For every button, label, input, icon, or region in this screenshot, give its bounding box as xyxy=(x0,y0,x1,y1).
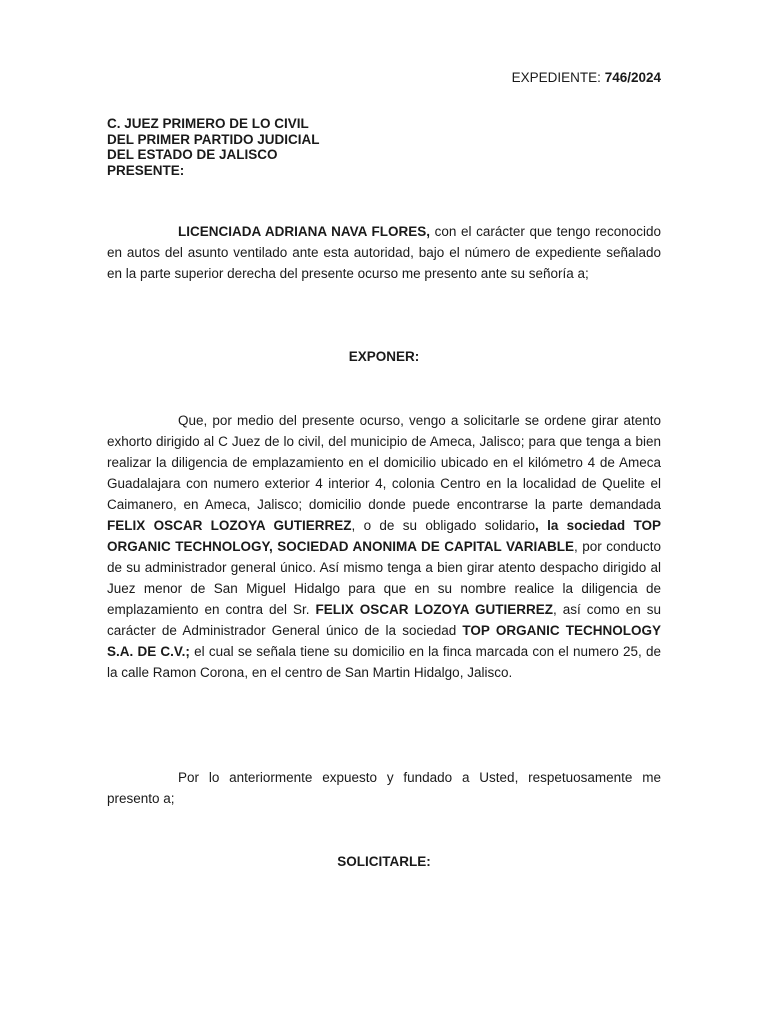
expediente-label: EXPEDIENTE: xyxy=(511,70,605,85)
company-name-2: TOP ORGANIC TECHNOLOGY S.A. DE C.V.; xyxy=(107,623,661,659)
addressee-line-4: PRESENTE: xyxy=(107,162,185,178)
body-text-4: , así como en su carácter de Administrador General único de la sociedad xyxy=(107,602,661,638)
body-paragraph xyxy=(107,410,661,683)
body-text-5: el cual se señala tiene su domicilio en la finca marcada con el numero 25, de la calle Ramon Corona, en el centro de San Martin Hidalgo, Jalisco. xyxy=(107,644,661,680)
company-name-1: , la sociedad TOP ORGANIC TECHNOLOGY, SOCIEDAD ANONIMA DE CAPITAL VARIABLE xyxy=(107,518,662,554)
body-text-2: , o de su obligado solidario xyxy=(351,518,535,533)
defendant-name-1: FELIX OSCAR LOZOYA GUTIERREZ xyxy=(107,518,352,533)
addressee-line-2: DEL PRIMER PARTIDO JUDICIAL xyxy=(107,131,320,147)
intro-text: con el carácter que tengo reconocido en autos del asunto ventilado ante esta autoridad, bajo el número de expediente señalado en la parte superior derecha del presente ocurso me presento ante su señoría a; xyxy=(107,224,661,281)
body-text-1: Que, por medio del presente ocurso, vengo a solicitarle se ordene girar atento exhorto dirigido al C Juez de lo civil, del municipio de Ameca, Jalisco; para que tenga a bien realizar la diligencia de emplazamiento en el domicilio ubicado en el kilómetro 4 de Ameca Guadalajara con numero exterior 4 interior 4, colonia Centro en la localidad de Quelite el Caimanero, en Ameca, Jalisco; domicilio donde puede encontrarse la parte demandada xyxy=(107,413,661,512)
defendant-name-2: FELIX OSCAR LOZOYA GUTIERREZ xyxy=(315,602,553,617)
body-text-3: , por conducto de su administrador general único. Así mismo tenga a bien girar atento despacho dirigido al Juez menor de San Miguel Hidalgo para que en su nombre realice la diligencia de emplazamiento en contra del Sr. xyxy=(107,539,662,617)
addressee-block xyxy=(107,116,320,178)
heading-solicitarle: SOLICITARLE: xyxy=(337,854,431,869)
heading-exponer: EXPONER: xyxy=(348,349,420,364)
addressee-line-3: DEL ESTADO DE JALISCO xyxy=(107,147,278,162)
intro-paragraph xyxy=(107,221,661,284)
closing-paragraph: Por lo anteriormente expuesto y fundado a Usted, respetuosamente me presento a; xyxy=(107,770,661,806)
expediente-line xyxy=(512,70,661,85)
addressee-line-1: C. JUEZ PRIMERO DE LO CIVIL xyxy=(107,116,309,131)
attorney-name: LICENCIADA ADRIANA NAVA FLORES, xyxy=(178,224,431,239)
expediente-number: 746/2024 xyxy=(604,70,661,85)
